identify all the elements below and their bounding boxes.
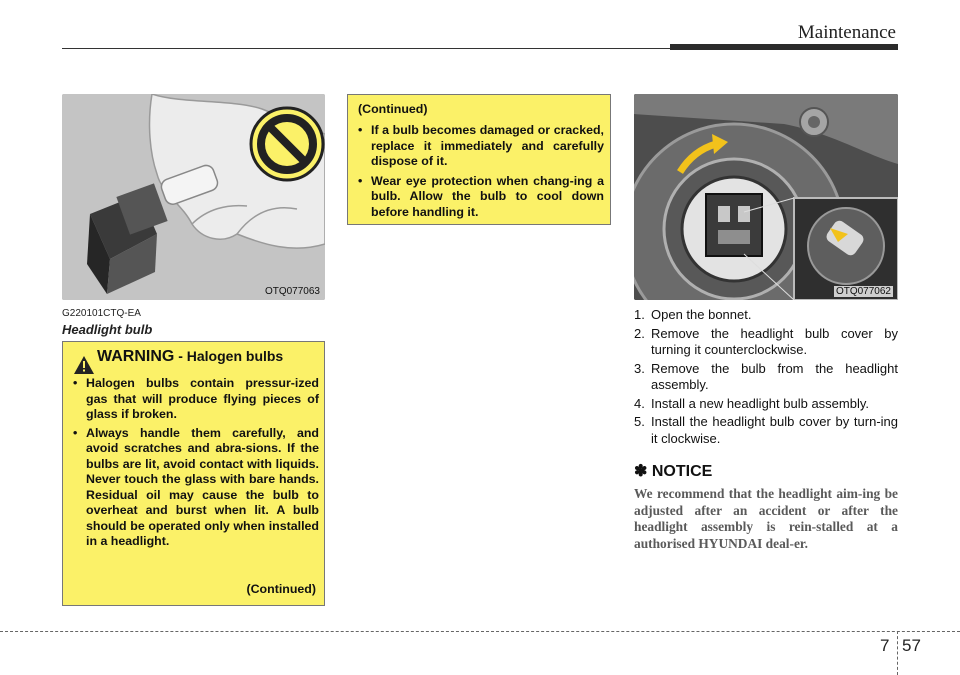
continued-item: • If a bulb becomes damaged or cracked, replace it immediately and carefully dispose of it. (356, 123, 604, 170)
figure-code: OTQ077063 (264, 286, 320, 297)
warning-list (71, 376, 319, 553)
headlight-assembly-illustration (634, 94, 898, 300)
step-item: 1. Open the bonnet. (634, 307, 752, 322)
prohibition-icon (251, 108, 323, 180)
notice-heading: ✽ NOTICE (634, 463, 713, 480)
continued-warning-box (347, 94, 611, 225)
warning-continued: (Continued) (246, 582, 316, 596)
warning-item: • Always handle them carefully, and avoid scratches and abra-sions. If the bulbs are lit, avoid contact with liquids. Never touch the glass with bare hands. Residual oil may cause the bulb to overheat and burst when lit. A bulb should be operated only when installed in a headlight. (71, 426, 319, 550)
continued-list (356, 119, 604, 220)
notice-text: We recommend that the headlight aim-ing be adjusted after an accident or after the headlight assembly is rein-stalled at a authorised HYUNDAI deal-er. (634, 486, 898, 551)
page-header-title: Maintenance (797, 22, 896, 43)
page-number: 57 (902, 636, 921, 655)
header-rule-accent (670, 44, 898, 50)
figure-code: OTQ077062 (835, 286, 891, 297)
warning-item: • Halogen bulbs contain pressur-ized gas that will produce flying pieces of glass if broken. (71, 376, 319, 423)
section-title: Headlight bulb (62, 322, 153, 337)
section-code: G220101CTQ-EA (62, 308, 141, 319)
step-item: 5. Install the headlight bulb cover by turn-ing it clockwise. (634, 414, 898, 446)
step-item: 2. Remove the headlight bulb cover by turning it counterclockwise. (634, 325, 898, 357)
warning-box (62, 341, 325, 606)
header-rule (62, 48, 672, 49)
step-item: 3. Remove the bulb from the headlight assembly. (634, 360, 898, 392)
continued-title: (Continued) (358, 102, 428, 116)
footer-divider (897, 631, 898, 675)
warning-heading: WARNING - Halogen bulbs (97, 348, 284, 365)
footer-rule (0, 631, 960, 632)
warning-triangle-icon (74, 356, 94, 374)
halogen-bulb-illustration (62, 94, 325, 300)
procedure-steps (634, 307, 898, 449)
continued-item: • Wear eye protection when chang-ing a bulb. Allow the bulb to cool down before handling it. (356, 174, 604, 221)
step-item: 4. Install a new headlight bulb assembly. (634, 395, 869, 411)
chapter-number: 7 (880, 636, 890, 655)
